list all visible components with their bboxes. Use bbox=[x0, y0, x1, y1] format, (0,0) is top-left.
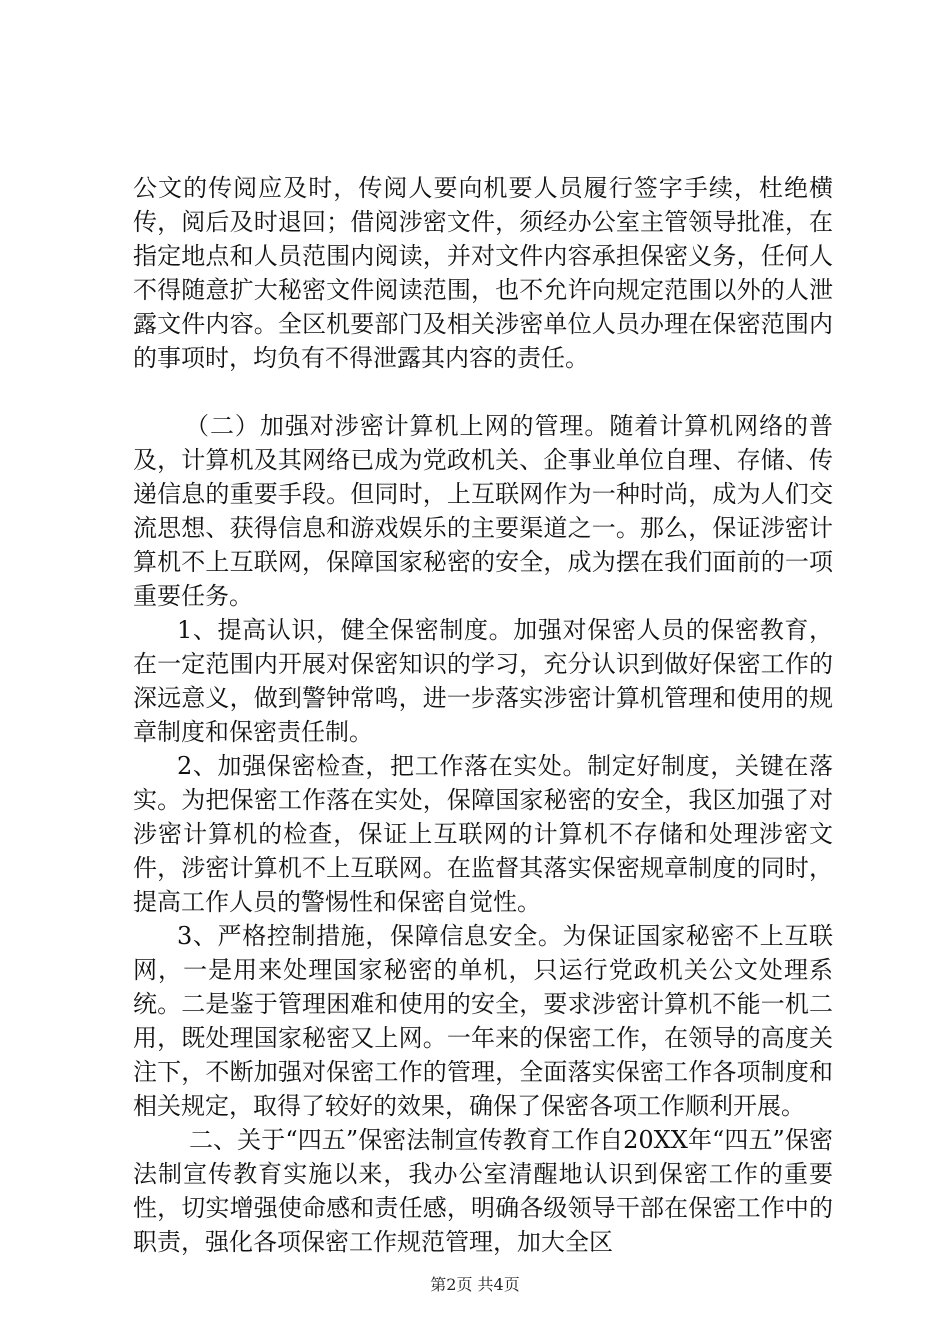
paragraph-section-si-wu: 二、关于“四五”保密法制宣传教育工作自20XX年“四五”保密法制宣传教育实施以来，我办公室清醒地认识到保密工作的重要性，切实增强使命感和责任感，明确各级领导干部在保密工作中的职责，强化各项保密工作规范管理，加大全区 bbox=[133, 1126, 833, 1256]
document-body bbox=[133, 171, 833, 1259]
page-footer: 第2页 共4页 bbox=[430, 1275, 520, 1294]
paragraph-item-3: 3、严格控制措施，保障信息安全。为保证国家秘密不上互联网，一是用来处理国家秘密的单机，只运行党政机关公文处理系统。二是鉴于管理困难和使用的安全，要求涉密计算机不能一机二用，既处理国家秘密又上网。一年来的保密工作，在领导的高度关注下，不断加强对保密工作的管理，全面落实保密工作各项制度和相关规定，取得了较好的效果，确保了保密各项工作顺利开展。 bbox=[133, 922, 833, 1120]
paragraph-document-circulation: 公文的传阅应及时，传阅人要向机要人员履行签字手续，杜绝横传，阅后及时退回；借阅涉密文件，须经办公室主管领导批准，在指定地点和人员范围内阅读，并对文件内容承担保密义务，任何人不得随意扩大秘密文件阅读范围，也不允许向规定范围以外的人泄露文件内容。全区机要部门及相关涉密单位人员办理在保密范围内的事项时，均负有不得泄露其内容的责任。 bbox=[133, 174, 833, 372]
paragraph-item-1: 1、提高认识，健全保密制度。加强对保密人员的保密教育，在一定范围内开展对保密知识的学习，充分认识到做好保密工作的深远意义，做到警钟常鸣，进一步落实涉密计算机管理和使用的规章制度和保密责任制。 bbox=[133, 616, 833, 746]
paragraph-section-two-network: （二）加强对涉密计算机上网的管理。随着计算机网络的普及，计算机及其网络已成为党政机关、企事业单位自理、存储、传递信息的重要手段。但同时，上互联网作为一种时尚，成为人们交流思想、获得信息和游戏娱乐的主要渠道之一。那么，保证涉密计算机不上互联网，保障国家秘密的安全，成为摆在我们面前的一项重要任务。 bbox=[133, 412, 833, 610]
paragraph-item-2: 2、加强保密检查，把工作落在实处。制定好制度，关键在落实。为把保密工作落在实处，保障国家秘密的安全，我区加强了对涉密计算机的检查，保证上互联网的计算机不存储和处理涉密文件，涉密计算机不上互联网。在监督其落实保密规章制度的同时，提高工作人员的警惕性和保密自觉性。 bbox=[133, 752, 833, 916]
